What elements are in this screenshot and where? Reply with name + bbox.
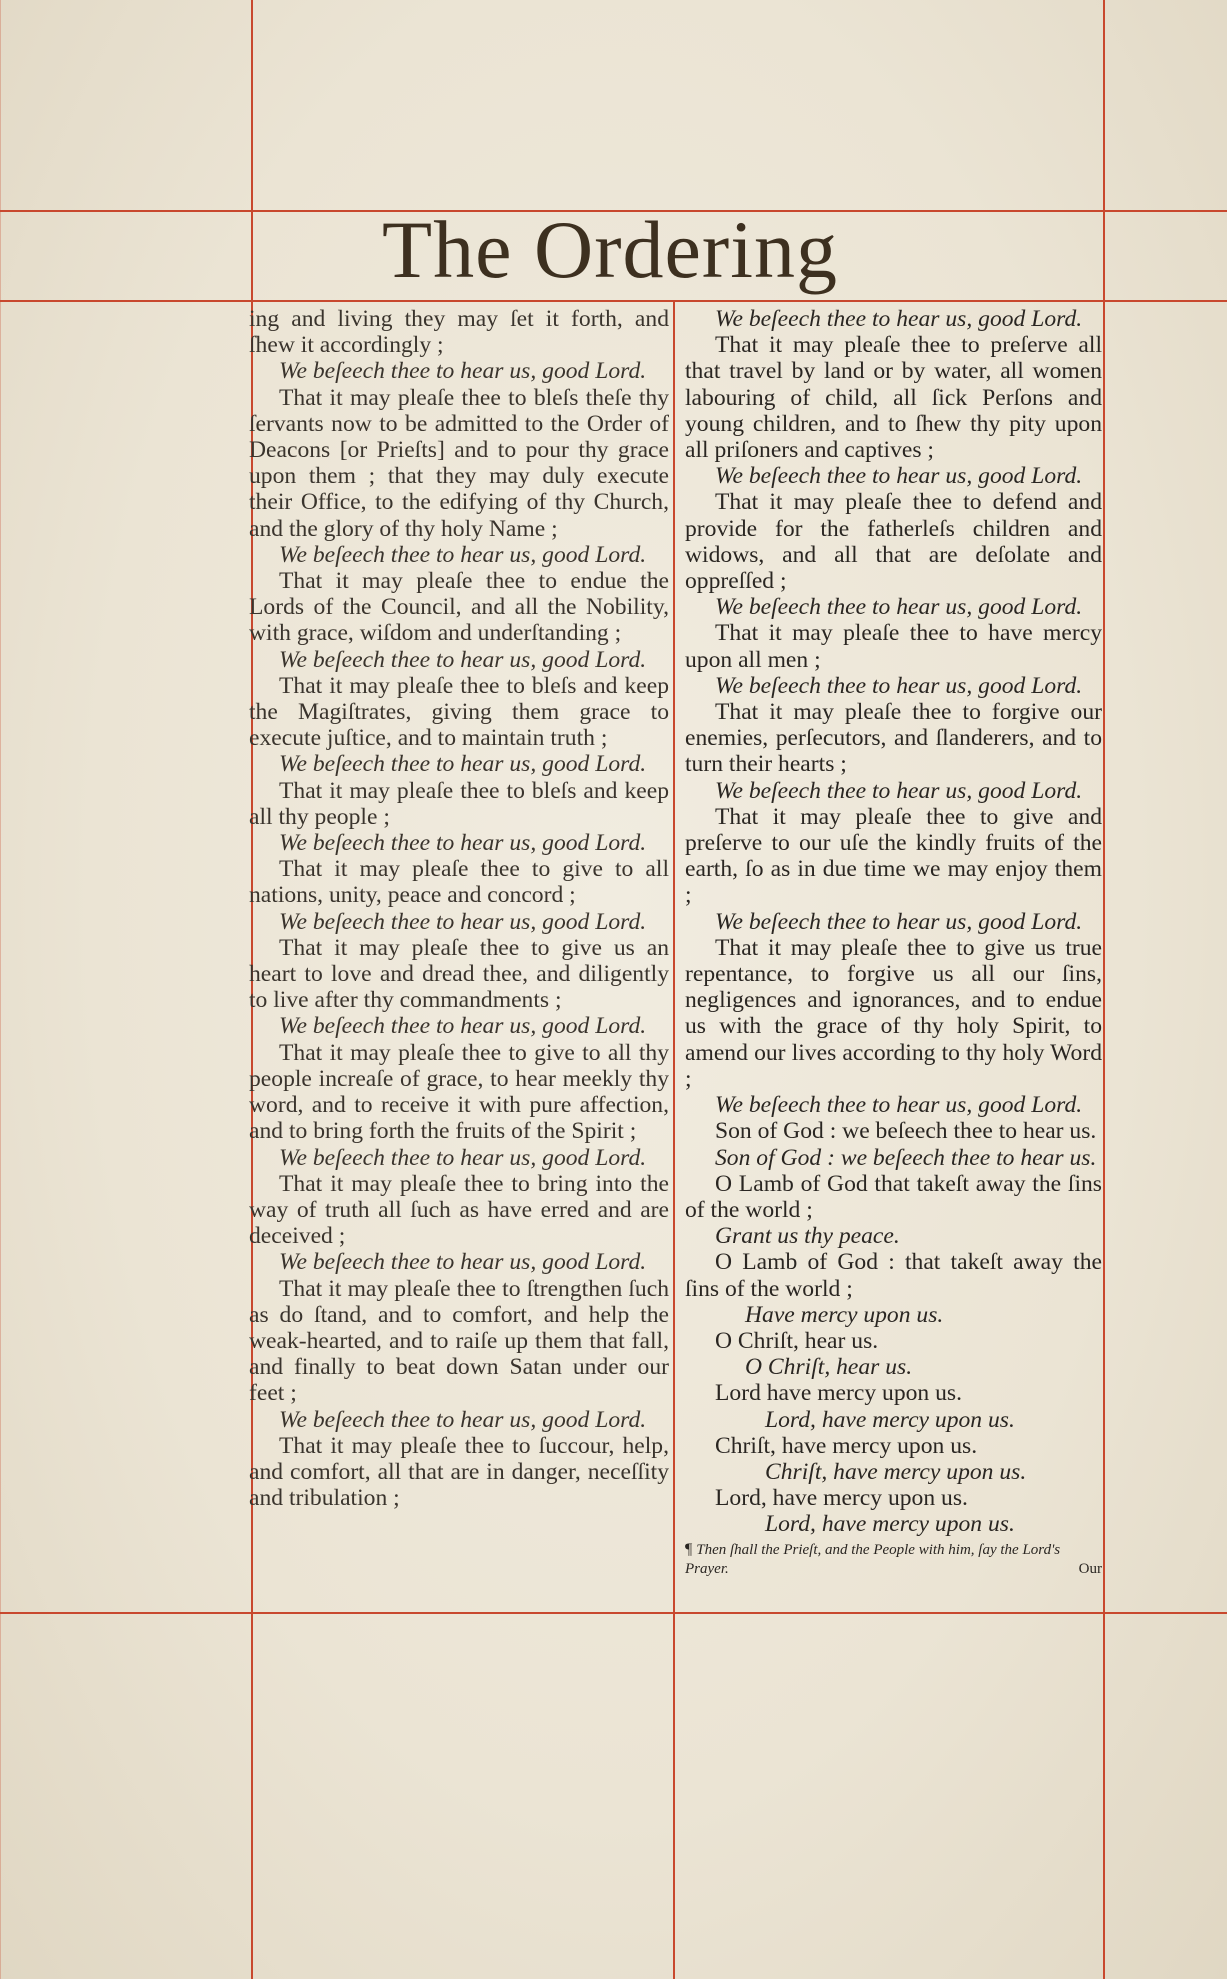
petition-paragraph: That it may pleaſe thee to ſuccour, help, and comfort, all that are in danger, neceſſity and tribulation ;: [249, 1432, 669, 1512]
response-line: Grant us thy peace.: [715, 1223, 900, 1250]
petition-paragraph: That it may pleaſe thee to bleſs and keep all thy people ;: [249, 777, 669, 830]
petition-paragraph: That it may pleaſe thee to bleſs theſe thy ſervants now to be admitted to the Order of Deacons [or Prieſts] and to pour thy grace upon them ; that they may duly execute their Office, to the edifying of thy Church, and the glory of thy holy Name ;: [249, 384, 669, 542]
response-line: We beſeech thee to hear us, good Lord.: [715, 594, 1083, 621]
response-line: We beſeech thee to hear us, good Lord.: [715, 777, 1083, 804]
rubric-text: Then ſhall the Prieſt, and the People with him, ſay the Lord's Prayer.: [685, 1541, 1061, 1577]
response-line: Lord, have mercy upon us.: [765, 1511, 1015, 1538]
response-line: We beſeech thee to hear us, good Lord.: [279, 358, 647, 385]
response-line: We beſeech thee to hear us, good Lord.: [279, 541, 647, 568]
rubric: [685, 1540, 1102, 1579]
petition-paragraph: O Lamb of God : that takeſt away the ſins of the world ;: [685, 1249, 1102, 1302]
response-line: We beſeech thee to hear us, good Lord.: [279, 751, 647, 778]
response-line: We beſeech thee to hear us, good Lord.: [715, 463, 1083, 490]
response-line: We beſeech thee to hear us, good Lord.: [279, 646, 647, 673]
petition-paragraph: That it may pleaſe thee to bring into the way of truth all ſuch as have erred and are deceived ;: [249, 1170, 669, 1250]
petition-paragraph: That it may pleaſe thee to give us an heart to love and dread thee, and diligently to live after thy commandments ;: [249, 934, 669, 1014]
response-line: We beſeech thee to hear us, good Lord.: [715, 306, 1083, 332]
response-line: We beſeech thee to hear us, good Lord.: [279, 1013, 647, 1040]
response-line: We beſeech thee to hear us, good Lord.: [715, 1092, 1083, 1119]
petition-paragraph: That it may pleaſe thee to preſerve all that travel by land or by water, all women labouring of child, all ſick Perſons and young children, and to ſhew thy pity upon all priſoners and captives ;: [685, 332, 1102, 464]
page-heading: The Ordering: [382, 204, 838, 295]
petition-paragraph: That it may pleaſe thee to bleſs and keep the Magiſtrates, giving them grace to execute juſtice, and to maintain truth ;: [249, 672, 669, 752]
petition-paragraph: That it may pleaſe thee to give to all nations, unity, peace and concord ;: [249, 856, 669, 909]
response-line: O Chriſt, hear us.: [745, 1354, 913, 1381]
response-line: We beſeech thee to hear us, good Lord.: [279, 1249, 647, 1276]
petition-paragraph: That it may pleaſe thee to give us true repentance, to forgive us all our ſins, negligences and ignorances, and to endue us with the grace of thy holy Spirit, to amend our lives according to thy holy Word ;: [685, 934, 1102, 1092]
right-column: [685, 306, 1102, 1579]
rule-right-outer: [1103, 0, 1105, 1979]
petition-paragraph: That it may pleaſe thee to give to all thy people increaſe of grace, to hear meekly thy word, and to receive it with pure affection, and to bring forth the fruits of the Spirit ;: [249, 1039, 669, 1145]
rule-left-edge: [0, 0, 1, 1979]
rule-bottom: [0, 1612, 1227, 1614]
response-line: Lord, have mercy upon us.: [765, 1406, 1015, 1433]
pilcrow-mark: ¶: [685, 1540, 693, 1558]
response-line: Chriſt, have mercy upon us.: [765, 1458, 1027, 1485]
petition-paragraph: That it may pleaſe thee to have mercy upon all men ;: [685, 620, 1102, 673]
petition-paragraph: That it may pleaſe thee to defend and provide for the fatherleſs children and widows, and all that are deſolate and oppreſſed ;: [685, 489, 1102, 595]
left-column: [249, 306, 669, 1511]
response-line: Son of God : we beſeech thee to hear us.: [715, 1144, 1097, 1171]
rule-head-bottom: [0, 300, 1227, 302]
petition-paragraph: Lord have mercy upon us.: [715, 1380, 963, 1407]
response-line: We beſeech thee to hear us, good Lord.: [715, 908, 1083, 935]
response-line: Have mercy upon us.: [745, 1301, 944, 1328]
response-line: We beſeech thee to hear us, good Lord.: [279, 908, 647, 935]
petition-paragraph: O Lamb of God that takeſt away the ſins of the world ;: [685, 1170, 1102, 1223]
petition-paragraph: That it may pleaſe thee to give and preſerve to our uſe the kindly fruits of the earth, ſo as in due time we may enjoy them ;: [685, 803, 1102, 909]
petition-paragraph: That it may pleaſe thee to ſtrengthen ſuch as do ſtand, and to comfort, and help the weak-hearted, and to raiſe up them that fall, and finally to beat down Satan under our feet ;: [249, 1275, 669, 1407]
petition-paragraph: Lord, have mercy upon us.: [715, 1485, 968, 1512]
petition-paragraph: Chriſt, have mercy upon us.: [715, 1432, 978, 1459]
petition-paragraph: That it may pleaſe thee to forgive our enemies, perſecutors, and ſlanderers, and to turn their hearts ;: [685, 699, 1102, 778]
petition-paragraph: O Chriſt, hear us.: [715, 1327, 879, 1354]
rule-gutter: [673, 300, 675, 1979]
response-line: We beſeech thee to hear us, good Lord.: [279, 1144, 647, 1171]
response-line: We beſeech thee to hear us, good Lord.: [279, 830, 647, 857]
response-line: We beſeech thee to hear us, good Lord.: [715, 672, 1083, 699]
response-line: We beſeech thee to hear us, good Lord.: [279, 1406, 647, 1433]
petition-paragraph: That it may pleaſe thee to endue the Lords of the Council, and all the Nobility, with grace, wiſdom and underſtanding ;: [249, 568, 669, 647]
petition-paragraph: Son of God : we beſeech thee to hear us.: [715, 1118, 1097, 1145]
catchword: Our: [1078, 1560, 1102, 1577]
petition-paragraph: ing and living they may ſet it forth, and ſhew it accordingly ;: [249, 306, 669, 359]
